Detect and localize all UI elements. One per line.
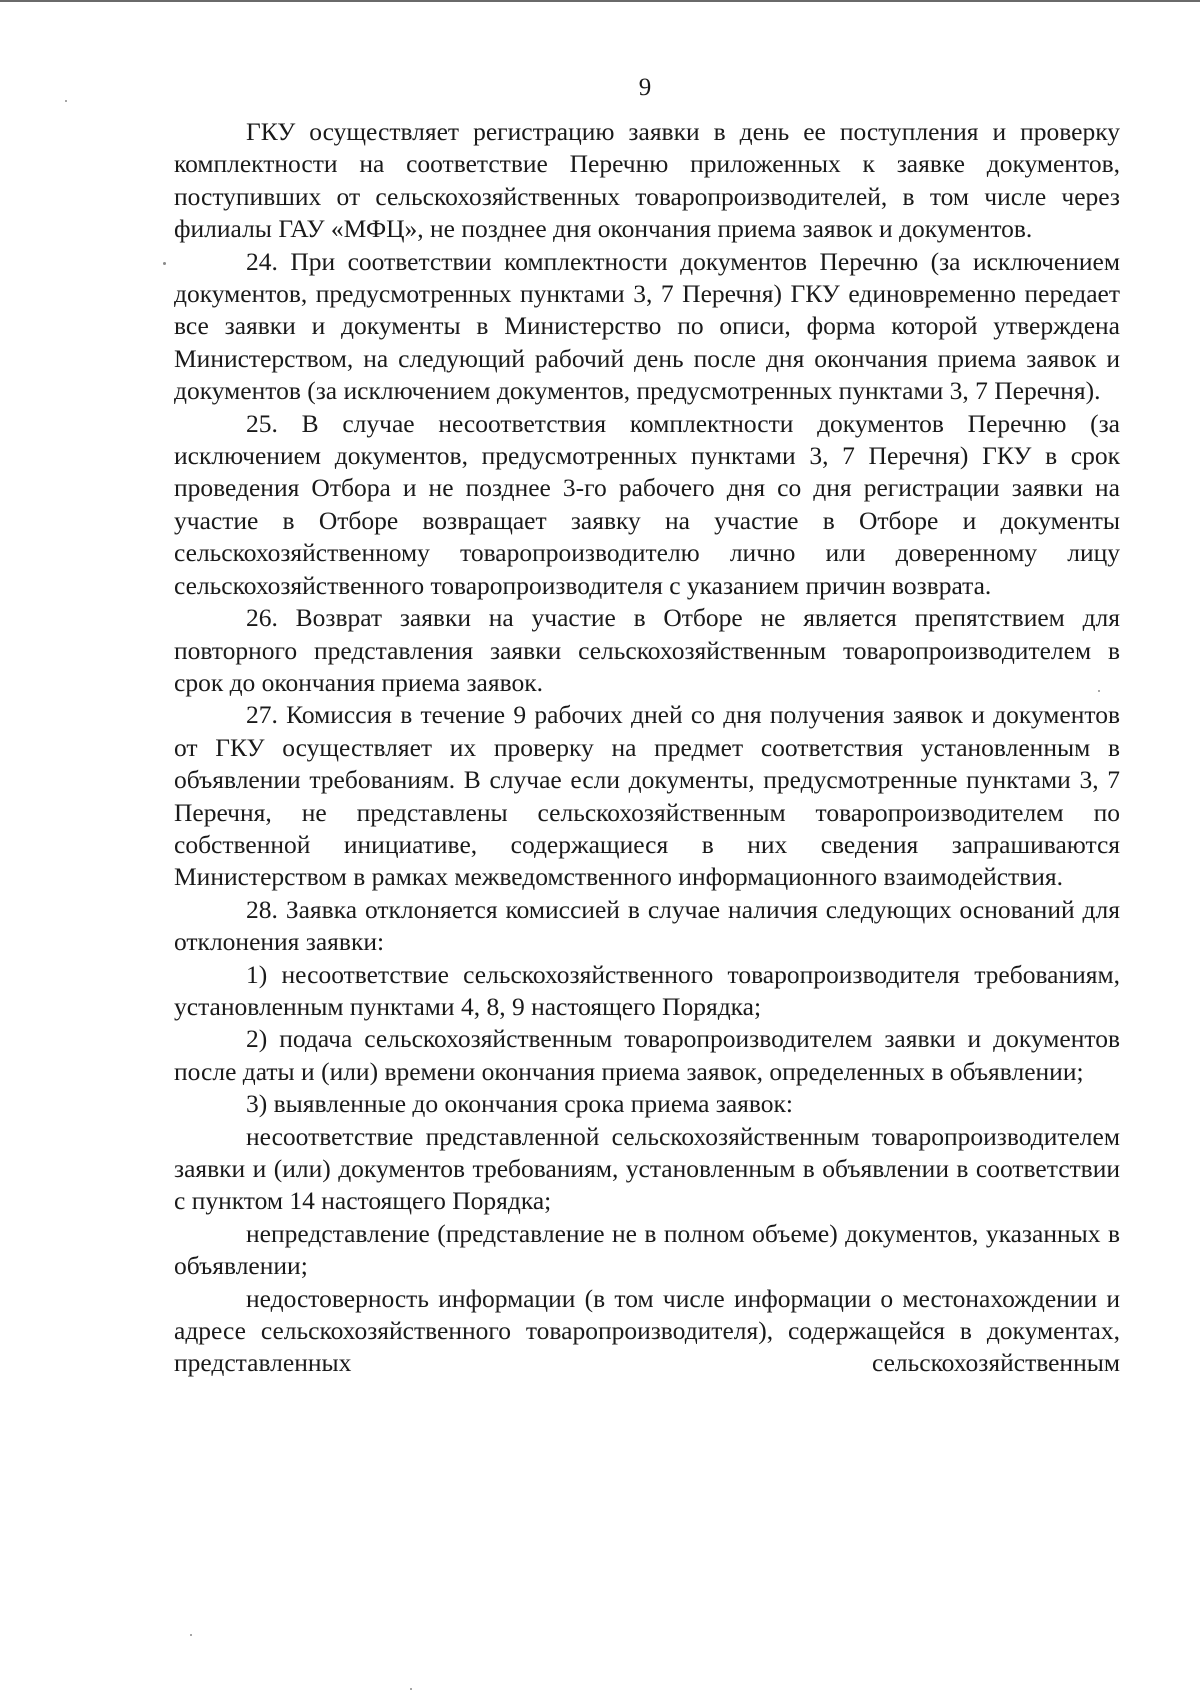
scan-speck xyxy=(1098,690,1100,692)
paragraph-25: 25. В случае несоответствия комплектности документов Перечню (за исключением документов, предусмотренных пунктами 3, 7 Перечня) ГКУ в срок проведения Отбора и не позднее 3-го рабочего дня со дня регистрации заявки на участие в Отборе возвращает заявку на участие в Отборе и документы сельскохозяйственному товаропроизводителю лично или доверенному лицу сельскохозяйственного товаропроизводителя с указанием причин возврата. xyxy=(174,408,1120,600)
paragraph-24: 24. При соответствии комплектности документов Перечню (за исключением документов, предусмотренных пунктами 3, 7 Перечня) ГКУ единовременно передает все заявки и документы в Министерство по описи, форма которой утверждена Министерством, на следующий рабочий день после дня окончания приема заявок и документов (за исключением документов, предусмотренных пунктами 3, 7 Перечня). xyxy=(174,246,1120,406)
list-item-1: 1) несоответствие сельскохозяйственного товаропроизводителя требованиям, установленным пунктами 4, 8, 9 настоящего Порядка; xyxy=(174,959,1120,1021)
sub-item-nonsubmission: непредставление (представление не в полном объеме) документов, указанных в объявлении; xyxy=(174,1218,1120,1281)
scan-speck xyxy=(410,1688,412,1690)
scan-speck xyxy=(65,100,67,102)
sub-item-nonconformity: несоответствие представленной сельскохозяйственным товаропроизводителем заявки и (или) документов требованиям, установленным в объявлении в соответствии с пунктом 14 настоящего Порядка; xyxy=(174,1121,1120,1216)
page-number: 9 xyxy=(638,74,652,101)
scan-speck xyxy=(163,262,166,265)
list-item-2: 2) подача сельскохозяйственным товаропроизводителем заявки и документов после даты и (или) времени окончания приема заявок, определенных в объявлении; xyxy=(174,1024,1120,1086)
list-item-3: 3) выявленные до окончания срока приема заявок: xyxy=(246,1089,794,1119)
scan-speck xyxy=(190,1634,192,1636)
paragraph-27: 27. Комиссия в течение 9 рабочих дней со дня получения заявок и документов от ГКУ осуществляет их проверку на предмет соответствия установленным в объявлении требованиям. В случае если документы, предусмотренные пунктами 3, 7 Перечня, не представлены сельскохозяйственным товаропроизводителем по собственной инициативе, содержащиеся в них сведения запрашиваются Министерством в рамках межведомственного информационного взаимодействия. xyxy=(174,700,1120,892)
paragraph-26: 26. Возврат заявки на участие в Отборе не является препятствием для повторного представления заявки сельскохозяйственным товаропроизводителем в срок до окончания приема заявок. xyxy=(174,603,1120,697)
paragraph-gku-registration: ГКУ осуществляет регистрацию заявки в день ее поступления и проверку комплектности на соответствие Перечню приложенных к заявке документов, поступивших от сельскохозяйственных товаропроизводителей, в том числе через филиалы ГАУ «МФЦ», не позднее дня окончания приема заявок и документов. xyxy=(174,117,1120,244)
paragraph-28: 28. Заявка отклоняется комиссией в случае наличия следующих оснований для отклонения заявки: xyxy=(174,894,1120,957)
scan-top-edge xyxy=(0,0,1200,2)
document-body xyxy=(174,116,1120,1380)
sub-item-unreliability: недостоверность информации (в том числе информации о местонахождении и адресе сельскохозяйственного товаропроизводителя), содержащейся в документах, представленных сельскохозяйственным xyxy=(174,1283,1120,1378)
